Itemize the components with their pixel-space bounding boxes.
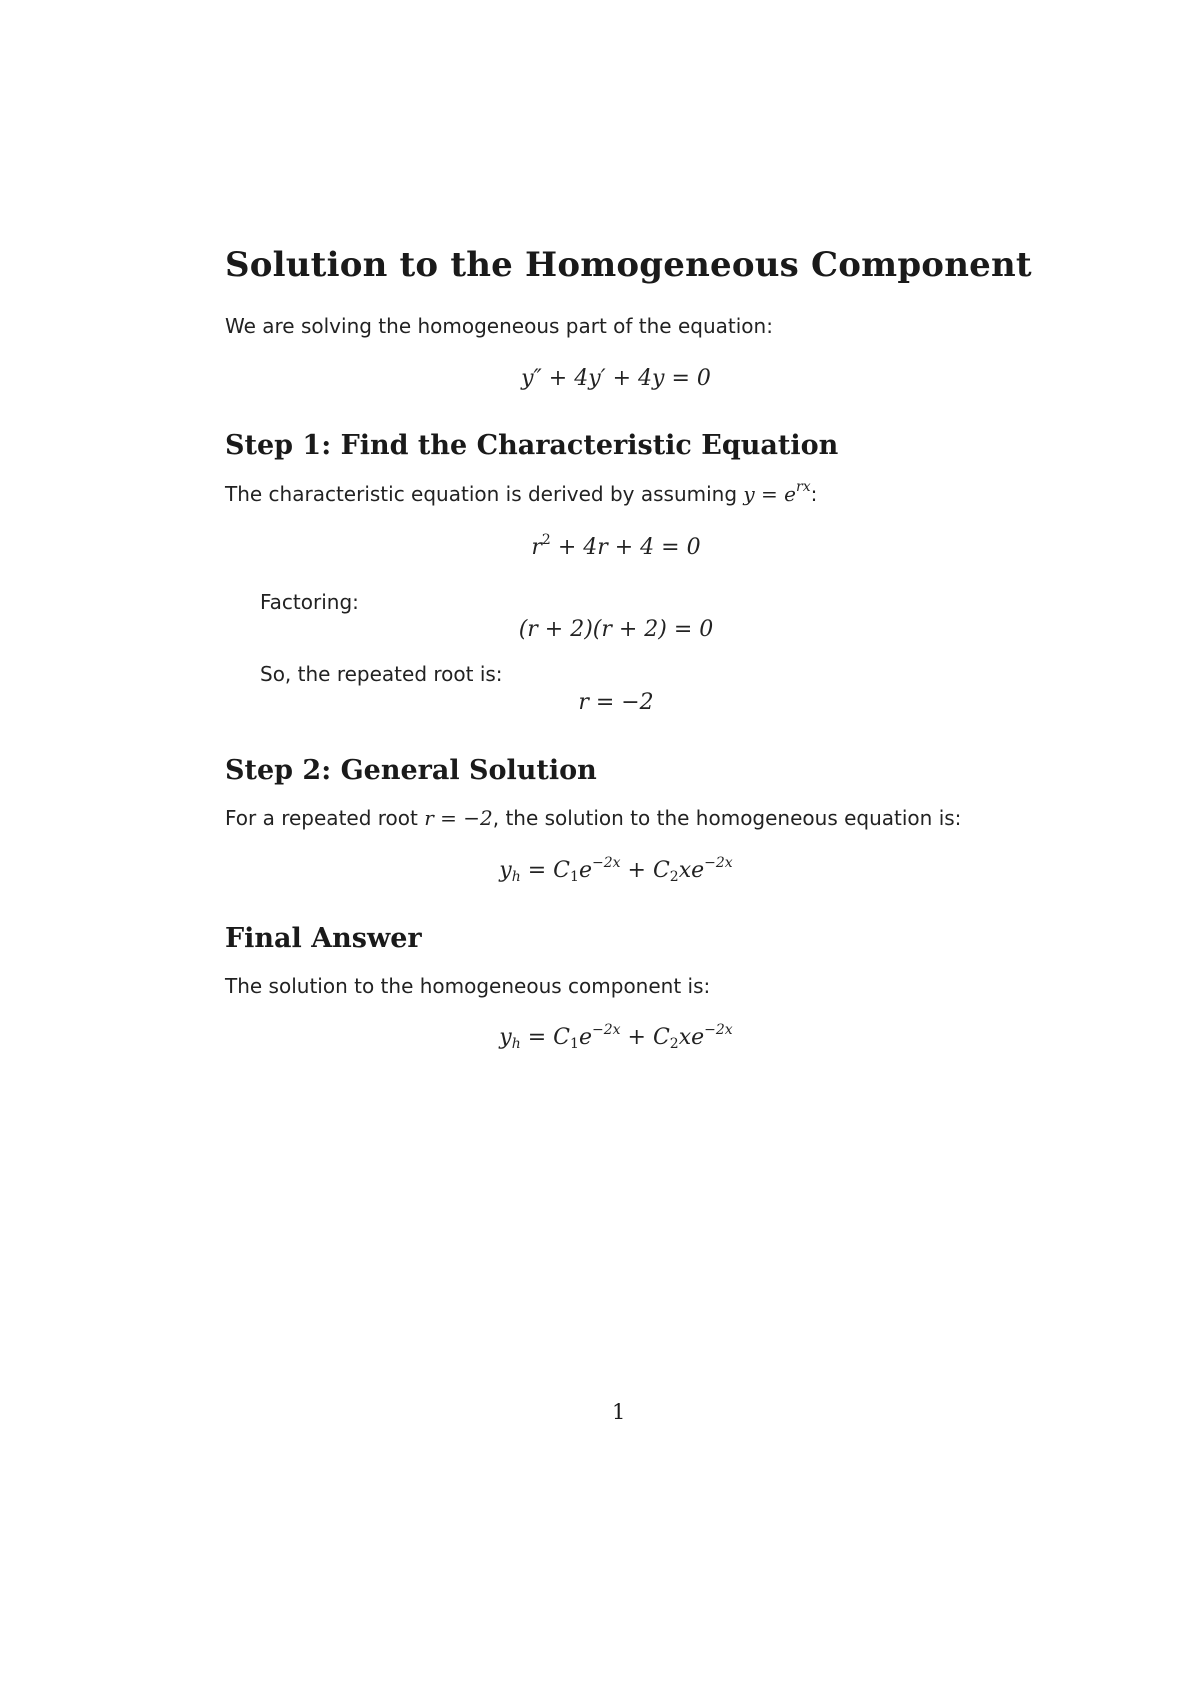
assumption-lhs: y = e <box>743 482 796 506</box>
factored-equation: (r + 2)(r + 2) = 0 <box>518 617 714 642</box>
final-xe: xe <box>678 1025 705 1050</box>
repeated-root-label: So, the repeated root is: <box>260 662 503 686</box>
sol-c1-sub: 1 <box>570 869 579 885</box>
char-eq-base: r <box>531 535 542 560</box>
final-c2-sub: 2 <box>669 1036 679 1052</box>
final-exp1: −2x <box>591 1022 621 1038</box>
general-solution-equation <box>0 855 1200 885</box>
sol-e1: e <box>578 858 592 883</box>
step2-heading: Step 2: General Solution <box>225 755 597 786</box>
step2-text-start: For a repeated root <box>225 806 425 830</box>
sol-y: y <box>499 858 512 883</box>
step1-text <box>225 479 818 506</box>
sol-exp2: −2x <box>704 855 733 871</box>
characteristic-equation <box>0 532 1200 560</box>
step1-heading: Step 1: Find the Characteristic Equation <box>225 430 839 461</box>
final-c1-sub: 1 <box>570 1036 579 1052</box>
final-solution-equation <box>0 1022 1200 1052</box>
intro-text: We are solving the homogeneous part of the equation: <box>225 314 773 338</box>
factoring-label: Factoring: <box>260 590 359 614</box>
step2-text-end: , the solution to the homogeneous equation is: <box>492 806 962 830</box>
step2-text <box>225 806 961 830</box>
main-equation: y″ + 4y′ + 4y = 0 <box>521 366 711 391</box>
step1-text-start: The characteristic equation is derived by assuming <box>225 482 744 506</box>
char-eq-rest: + 4r + 4 = 0 <box>550 535 701 560</box>
sol-y-sub: h <box>511 869 521 885</box>
sol-plus-c2: + C <box>620 858 670 883</box>
final-y: y <box>499 1025 512 1050</box>
sol-xe: xe <box>678 858 705 883</box>
root-equation: r = −2 <box>578 690 654 715</box>
sol-eq-c1: = C <box>520 858 571 883</box>
char-eq-square: 2 <box>541 532 551 548</box>
assumption-exponent: rx <box>796 479 811 495</box>
final-eq-c1: = C <box>520 1025 571 1050</box>
page-number: 1 <box>612 1400 626 1424</box>
final-e1: e <box>578 1025 592 1050</box>
page-title: Solution to the Homogeneous Component <box>225 245 1032 285</box>
final-answer-text: The solution to the homogeneous component is: <box>225 974 711 998</box>
final-y-sub: h <box>511 1036 521 1052</box>
final-exp2: −2x <box>704 1022 733 1038</box>
step2-root-math: r = −2 <box>424 806 493 830</box>
final-answer-heading: Final Answer <box>225 923 422 954</box>
final-plus-c2: + C <box>620 1025 670 1050</box>
step1-text-end: : <box>810 482 818 506</box>
assumption-math <box>743 479 811 506</box>
sol-c2-sub: 2 <box>669 869 679 885</box>
sol-exp1: −2x <box>591 855 621 871</box>
